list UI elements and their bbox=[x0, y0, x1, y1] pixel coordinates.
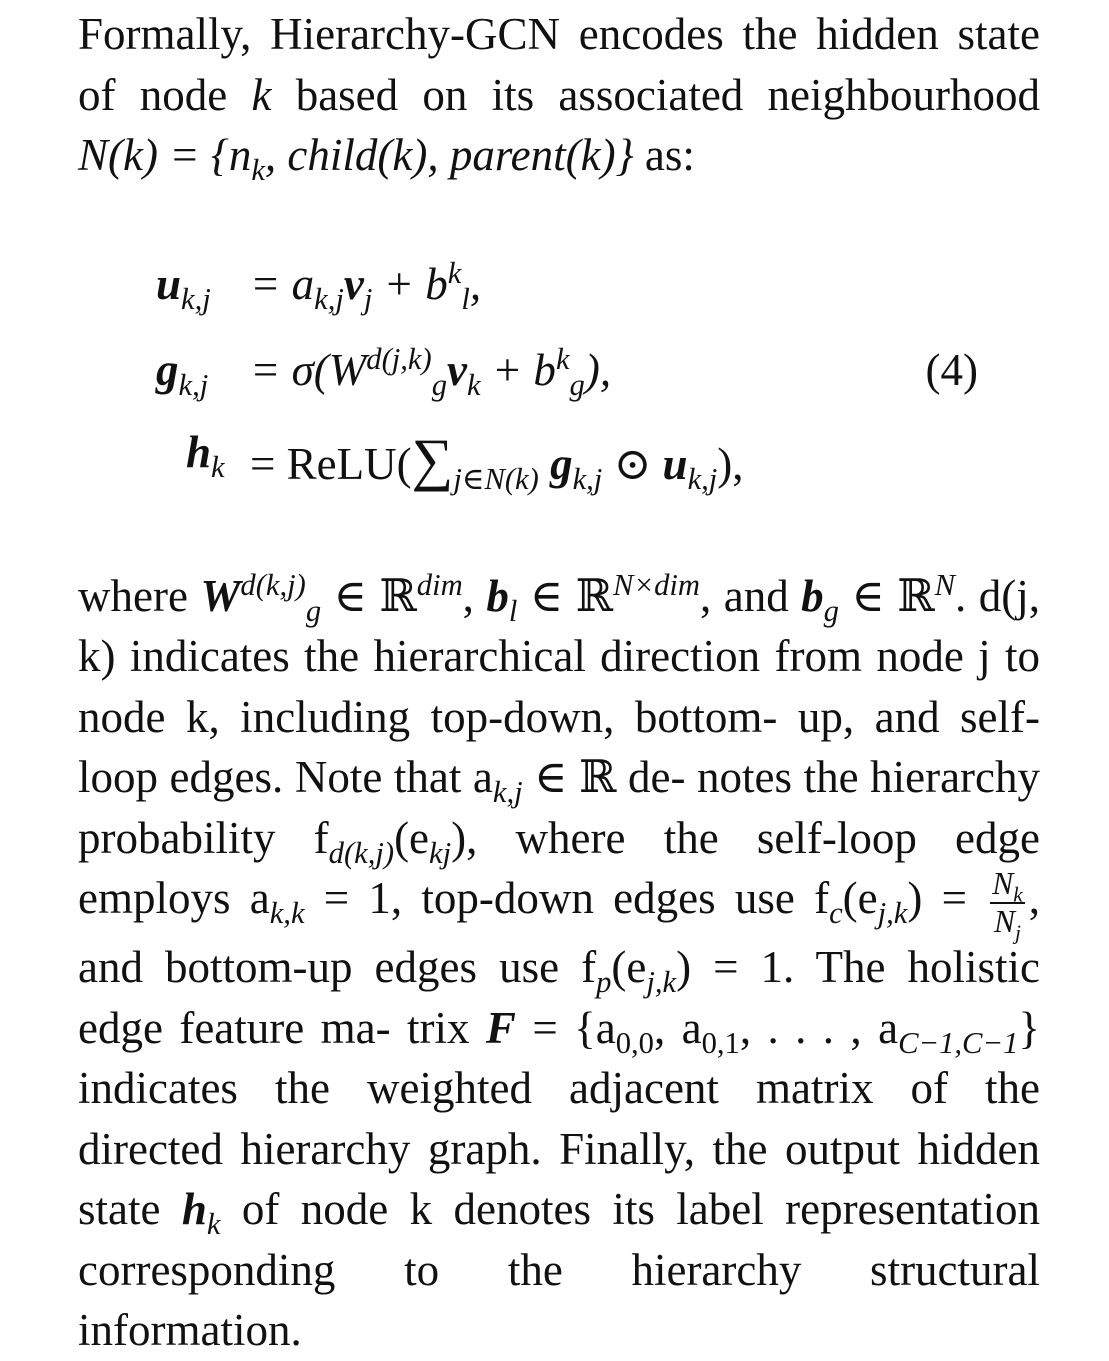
intro-as: as: bbox=[644, 130, 695, 180]
intro-line-2-rest: based on its associated neighbourhood bbox=[295, 69, 1041, 120]
neighbourhood-set: $N(k) = \{n_k$, child(k), parent(k)} bbox=[78, 130, 634, 187]
body-paragraph: where $W^{d(k,j)}_g$ ∈ ℝ$^{dim}$, $b_l$ ∈ ℝ$^{N\times dim}$, and $b_g$ ∈ ℝ$^N$. d(j, k) indicates the hierarchical direction from node j to node k, including top-down, bottom- up, and self-loop edges. Note that $a_{k,j}$ ∈ ℝ de- notes the hierarchy probability $f_{d(k,j)}(e_{kj})$, where the self-loop edge employs $a_{k,k} = 1$, top-down edges use $f_c(e_{j,k})$ = $\frac{N_k}{N_j}$ , and bottom-up edges use $f_p(e_{j,k}) = 1$. The holistic edge feature ma- trix $F = \{a_{0,0}$, $a_{0,1}$, . . . , $a_{C-1,C-1}$} indicates the weighted adjacent matrix of the directed hierarchy graph. Finally, the output hidden state $h_k$ of node k denotes its label representation corresponding to the hierarchy structural information. bbox=[78, 567, 1041, 1356]
fraction-nk-nj: $\frac{N_k}{N_j}$ bbox=[992, 866, 1023, 944]
equation-g: $g_{k,j}$ = $\sigma(W^{d(j,k)}_gv_k + b^k_g)$, (4) bbox=[156, 341, 978, 402]
equation-number: (4) bbox=[925, 344, 978, 395]
equation-h: $h_k$ = $ReLU(\sum_{j\in N(k)}$ $g_{k,j}$ ⊙ $u_{k,j}$), bbox=[186, 426, 744, 496]
paper-page bbox=[78, 0, 1040, 1361]
intro-paragraph bbox=[78, 4, 1040, 186]
equation-block bbox=[78, 216, 1040, 546]
intro-line-1: Formally, Hierarchy-GCN encodes the hidden state bbox=[78, 9, 1040, 59]
equation-u: $u_{k,j}$ = $a_{k,j}v_j + b^k_l$, bbox=[156, 255, 482, 316]
intro-line-2: of node bbox=[78, 69, 228, 120]
node-k: k bbox=[251, 69, 272, 120]
